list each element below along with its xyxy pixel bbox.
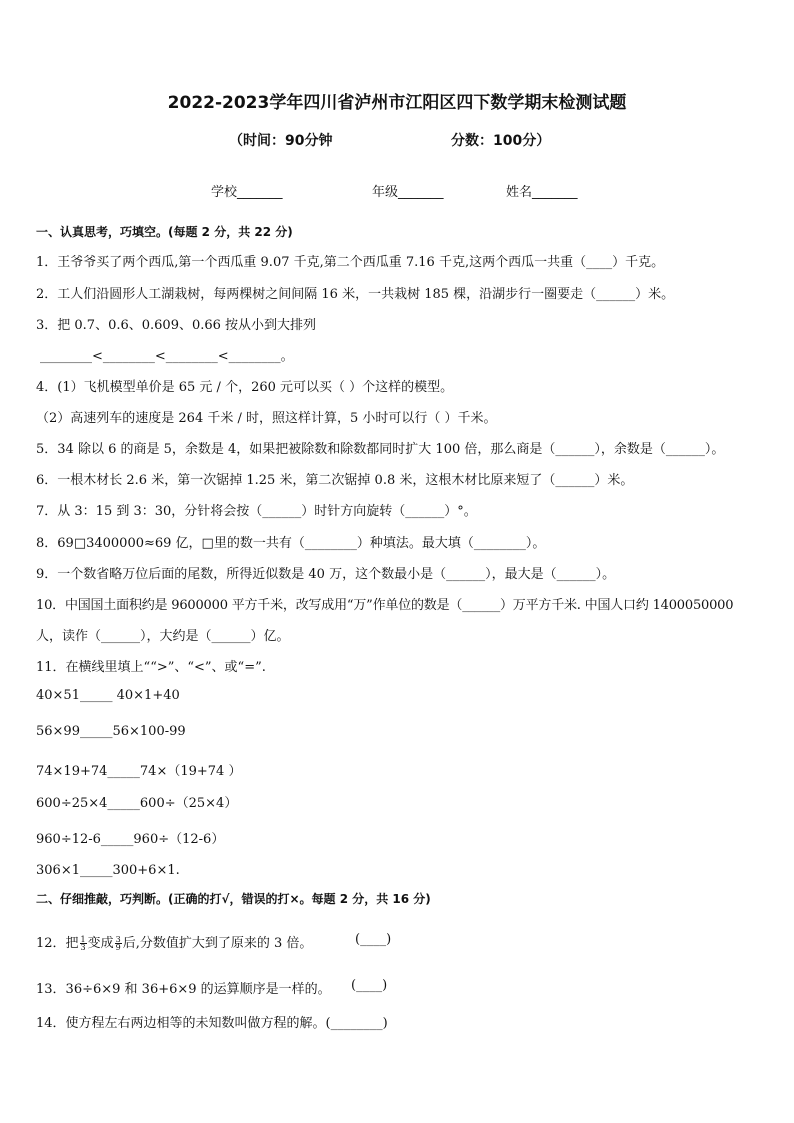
question-2: 2．工人们沿圆形人工湖栽树，每两棵树之间间隔 16 米，一共栽树 185 棵，沿湖步行一圈要走（______）米。	[36, 287, 675, 302]
question-11-item-1: 40×51_____ 40×1+40	[36, 688, 180, 703]
question-13: 13．36÷6×9 和 36+6×9 的运算顺序是一样的。	[36, 982, 331, 997]
question-7: 7．从 3：15 到 3：30，分针将会按（______）时针方向旋转（______）°。	[36, 504, 477, 519]
question-4-part-2: （2）高速列车的速度是 264 千米 / 时，照这样计算，5 小时可以行（ ）千米。	[36, 411, 497, 426]
question-6: 6．一根木材长 2.6 米，第一次锯掉 1.25 米，第二次锯掉 0.8 米，这根木材比原来短了（______）米。	[36, 473, 634, 488]
question-4-part-1: 4．(1）飞机模型单价是 65 元 / 个，260 元可以买（ ）个这样的模型。	[36, 380, 454, 395]
question-11-item-3: 74×19+74_____74×（19+74 ）	[36, 764, 242, 779]
question-10-continued: 人，读作（______），大约是（______）亿。	[36, 629, 290, 644]
question-8: 8．69□3400000≈69 亿，□里的数一共有（________）种填法。最大填（________）。	[36, 536, 546, 551]
fraction-numerator: 3	[115, 935, 121, 944]
fraction-denominator: 3	[80, 943, 86, 952]
question-3: 3．把 0.7、0.6、0.609、0.66 按从小到大排列	[36, 318, 317, 333]
question-11-item-6: 306×1_____300+6×1.	[36, 863, 180, 878]
fraction-one-third	[80, 936, 87, 951]
question-12-middle: 变成	[87, 936, 114, 951]
question-12-prefix: 12．把	[36, 936, 79, 951]
question-12-answer-blank: (____)	[355, 932, 392, 947]
question-12	[36, 932, 312, 951]
question-10: 10．中国国土面积约是 9600000 平方千米，改写成用“万”作单位的数是（______）万平方千米. 中国人口约 1400050000	[36, 598, 734, 613]
question-14: 14．使方程左右两边相等的未知数叫做方程的解。(________)	[36, 1016, 388, 1031]
school-field: 学校_______	[211, 185, 283, 200]
section-1-heading: 一、认真思考，巧填空。(每题 2 分，共 22 分)	[36, 225, 293, 239]
question-11: 11．在横线里填上““>”、“<”、或“=”.	[36, 660, 266, 675]
exam-time: （时间：90分钟	[229, 133, 333, 149]
question-11-item-2: 56×99_____56×100-99	[36, 724, 186, 739]
question-12-suffix: 后,分数值扩大到了原来的 3 倍。	[122, 936, 313, 951]
exam-score: 分数：100分）	[451, 133, 551, 149]
question-3-blanks: ________<________<________<________。	[40, 349, 294, 364]
grade-field: 年级_______	[372, 185, 444, 200]
question-5: 5．34 除以 6 的商是 5，余数是 4，如果把被除数和除数都同时扩大 100 倍，那么商是（______），余数是（______）。	[36, 442, 725, 457]
section-2-heading: 二、仔细推敲，巧判断。(正确的打√，错误的打×。每题 2 分，共 16 分)	[36, 892, 431, 906]
fraction-three-ninths	[115, 936, 122, 951]
fraction-numerator: 1	[80, 935, 86, 944]
name-field: 姓名_______	[506, 185, 578, 200]
fraction-denominator: 9	[115, 943, 121, 952]
page-title: 2022-2023学年四川省泸州市江阳区四下数学期末检测试题	[167, 93, 627, 113]
question-9: 9．一个数省略万位后面的尾数，所得近似数是 40 万，这个数最小是（______），最大是（______）。	[36, 567, 616, 582]
question-1: 1．王爷爷买了两个西瓜,第一个西瓜重 9.07 千克,第二个西瓜重 7.16 千克,这两个西瓜一共重（____）千克。	[36, 255, 665, 270]
question-11-item-5: 960÷12-6_____960÷（12-6）	[36, 832, 225, 847]
question-11-item-4: 600÷25×4_____600÷（25×4）	[36, 796, 238, 811]
question-13-answer-blank: (____)	[351, 978, 388, 993]
